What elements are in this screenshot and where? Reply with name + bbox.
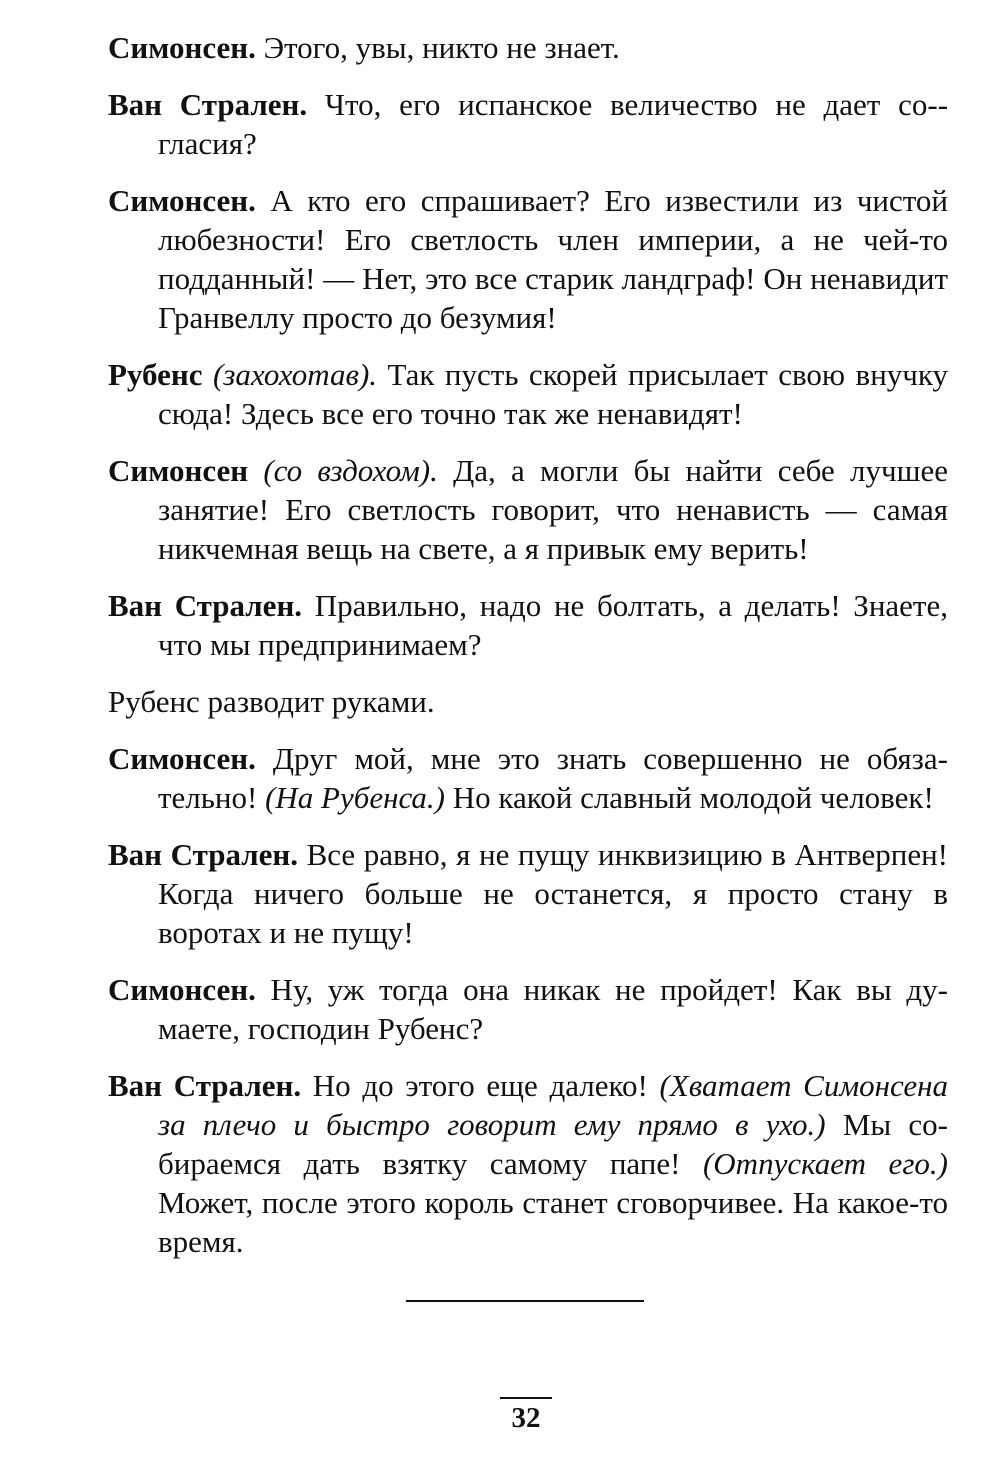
dialogue-text: Что, его испанское величество не дает со-гласия? (158, 87, 949, 161)
dialogue-line-6 (108, 586, 948, 664)
speaker-name: Симонсен (108, 453, 249, 488)
dialogue-line-9 (108, 835, 948, 952)
document-page (108, 28, 948, 1279)
page-number: 32 (511, 1402, 541, 1434)
dialogue-text: Так пусть скорей присылает свою внучку сюда! Здесь все его точно так же ненавидят! (158, 357, 948, 431)
dialogue-text: Ну, уж тогда она никак не пройдет! Как вы думаете, господин Рубенс? (158, 972, 948, 1046)
dialogue-text: Да, а могли бы найти себе лучшее занятие! Его светлость говорит, что ненависть — самая никчемная вещь на свете, а я привык ему верить! (158, 453, 948, 566)
narrative-line: Рубенс разводит руками. (108, 684, 435, 719)
stage-direction: (Отпускает его.) (680, 1146, 948, 1181)
speaker-name: Ван Стрален. (108, 87, 308, 122)
speaker-name: Симонсен. (108, 30, 256, 65)
dialogue-text: Но до этого еще далеко! (301, 1068, 648, 1103)
speaker-name: Рубенс (108, 357, 203, 392)
speaker-name: Симонсен. (108, 741, 256, 776)
dialogue-text: Может, после этого король станет сговорчивее. На какое-то время. (158, 1185, 948, 1259)
dialogue-text: А кто его спрашивает? Его известили из чистой любезности! Его светлость член империи, а не чей-то подданный! — Нет, это все старик ландграф! Он ненавидит Гранвеллу просто до безумия! (158, 183, 948, 335)
dialogue-text: Правильно, надо не болтать, а делать! Знаете, что мы предпринимаем? (158, 588, 948, 662)
stage-direction: (Хватает Симонсена за плечо и быстро говорит ему прямо в ухо.) (158, 1068, 948, 1142)
dialogue-line-5 (108, 451, 948, 568)
speaker-name: Ван Стрален. (108, 588, 303, 623)
stage-direction: (На Рубенса.) (257, 780, 445, 815)
dialogue-line-1 (108, 28, 948, 67)
speaker-name: Ван Стрален. (108, 837, 299, 872)
dialogue-line-2 (108, 85, 948, 163)
dialogue-text: Друг мой, мне это знать совершенно не обязательно! (158, 741, 948, 815)
page-number-rule (500, 1397, 552, 1399)
dialogue-text: Но какой славный молодой человек! (445, 780, 934, 815)
dialogue-line-11 (108, 1066, 948, 1261)
speaker-name: Ван Стрален. (108, 1068, 302, 1103)
scene-end-divider (406, 1300, 644, 1302)
dialogue-text: Все равно, я не пущу инквизицию в Антверпен! Когда ничего больше не останется, я просто стану в воротах и не пущу! (158, 837, 948, 950)
dialogue-line-4 (108, 355, 948, 433)
dialogue-text: Этого, увы, никто не знает. (255, 30, 620, 65)
speaker-name: Симонсен. (108, 972, 256, 1007)
dialogue-text: Мы собираемся дать взятку самому папе! (158, 1107, 948, 1181)
speaker-name: Симонсен. (108, 183, 256, 218)
dialogue-line-8 (108, 739, 948, 817)
dialogue-line-10 (108, 970, 948, 1048)
stage-direction: (захохотав). (202, 357, 378, 392)
stage-direction: (со вздохом). (248, 453, 438, 488)
dialogue-line-3 (108, 181, 948, 337)
